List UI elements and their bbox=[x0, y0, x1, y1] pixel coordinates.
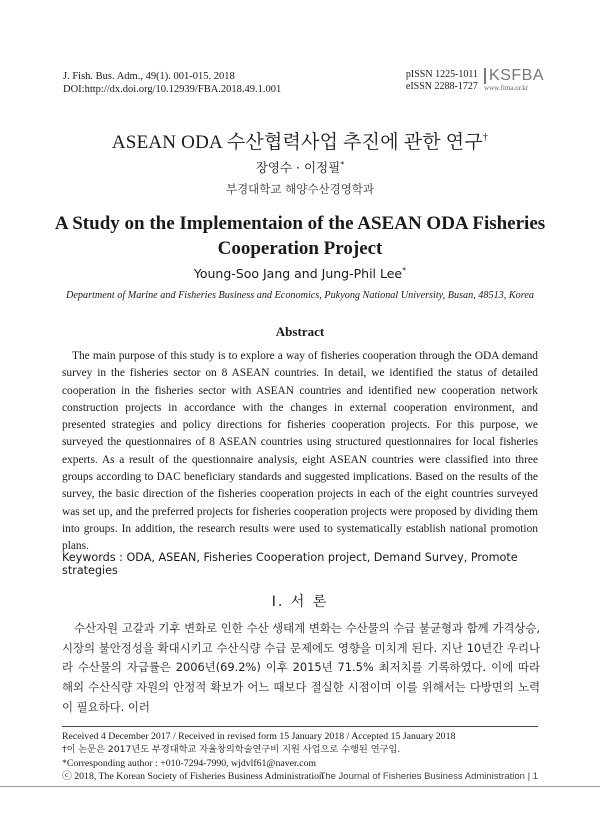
english-author-asterisk: * bbox=[402, 266, 407, 275]
english-title-line2: Cooperation Project bbox=[217, 238, 383, 259]
english-title-line1: A Study on the Implementaion of the ASEAN ODA Fisheries bbox=[54, 213, 546, 234]
author-asterisk: * bbox=[340, 159, 345, 169]
pissn: pISSN 1225-1011 bbox=[405, 68, 479, 80]
section-heading-introduction: Ⅰ. 서 론 bbox=[271, 594, 329, 610]
journal-citation bbox=[63, 70, 281, 96]
page-footer bbox=[320, 771, 538, 782]
society-logo bbox=[484, 68, 544, 93]
english-affiliation: Department of Marine and Fisheries Business and Economics, Pukyong National University, Busan, 48513, Korea bbox=[66, 290, 534, 301]
footer-separator: | bbox=[527, 771, 531, 782]
corresponding-author: *Corresponding author : +010-7294-7990, wjdvlf61@naver.com bbox=[62, 757, 316, 769]
english-authors bbox=[0, 266, 600, 281]
copyright-notice: ⓒ 2018, The Korean Society of Fisheries Business Administration bbox=[62, 770, 324, 782]
korean-title bbox=[0, 127, 600, 154]
doi-link[interactable]: DOI:http://dx.doi.org/10.12939/FBA.2018.49.1.001 bbox=[63, 84, 282, 95]
page-number: 1 bbox=[532, 771, 538, 782]
issn-block bbox=[406, 68, 544, 93]
title-dagger: † bbox=[482, 132, 489, 143]
abstract-text: The main purpose of this study is to explore a way of fisheries cooperation through the ODA demand survey in the fisheries sector on 8 ASEAN countries. In detail, we identified the status of detailed cooperation in the fisheries sector with ASEAN countries and identified new cooperation network construction projects in accordance with the changes in external cooperation environment, and presented strategies and policy directions for fisheries cooperation projects. For this purpose, we surveyed the questionnaires of 8 ASEAN countries using structured questionnaires for local fisheries experts. As a result of the questionnaire analysis, eight ASEAN countries were classified into three groups according to DAC beneficiary standards and suggested implications. Based on the results of the survey, the basic direction of the fisheries cooperation projects in each of the eight countries surveyed was set up, and the preferred projects for fisheries cooperation projects were proposed by dividing them into groups. In addition, the research results were used to systematically establish national promotion plans. bbox=[62, 350, 538, 553]
journal-reference: J. Fish. Bus. Adm., 49(1). 001-015. 2018 bbox=[63, 71, 235, 82]
english-title bbox=[40, 211, 560, 261]
keywords: Keywords : ODA, ASEAN, Fisheries Cooperation project, Demand Survey, Promote strategies bbox=[62, 551, 518, 577]
footer-divider bbox=[0, 786, 600, 787]
received-dates: Received 4 December 2017 / Received in revised form 15 January 2018 / Accepted 15 January 2018 bbox=[62, 731, 456, 742]
society-url[interactable]: www.fima.or.kr bbox=[484, 84, 529, 92]
english-author-names: Young-Soo Jang and Jung-Phil Lee bbox=[193, 266, 403, 282]
footer-journal-name: The Journal of Fisheries Business Administration bbox=[319, 771, 525, 782]
ksfba-logo: KSFBA bbox=[484, 68, 544, 84]
funding-note: †이 논문은 2017년도 부경대학교 자율창의학술연구비 지원 사업으로 수행된 연구임. bbox=[62, 744, 401, 756]
korean-author-names: 장영수 · 이정필 bbox=[255, 160, 341, 175]
abstract-heading: Abstract bbox=[275, 324, 325, 339]
korean-affiliation: 부경대학교 해양수산경영학과 bbox=[225, 182, 375, 196]
korean-title-text: ASEAN ODA 수산협력사업 추진에 관한 연구 bbox=[111, 132, 483, 153]
issn-numbers bbox=[406, 69, 478, 93]
footnote-divider bbox=[62, 726, 538, 727]
eissn: eISSN 2288-1727 bbox=[405, 80, 478, 92]
korean-authors bbox=[0, 158, 600, 176]
introduction-text: 수산자원 고갈과 기후 변화로 인한 수산 생태계 변화는 수산물의 수급 불균형과 함께 가격상승, 시장의 불안정성을 확대시키고 수산식량 수급 문제에도 영향을 미치게 된다. 지난 10년간 우리나라 수산물의 자급률은 2006년(69.2%) 이후 2015년 71.5% 최저치를 기록하였다. 이에 따라 해외 수산식량 자원의 안정적 확보가 어느 때보다 절실한 시점이며 이를 위해서는 다방면의 노력이 필요하다. 이러 bbox=[62, 621, 540, 714]
